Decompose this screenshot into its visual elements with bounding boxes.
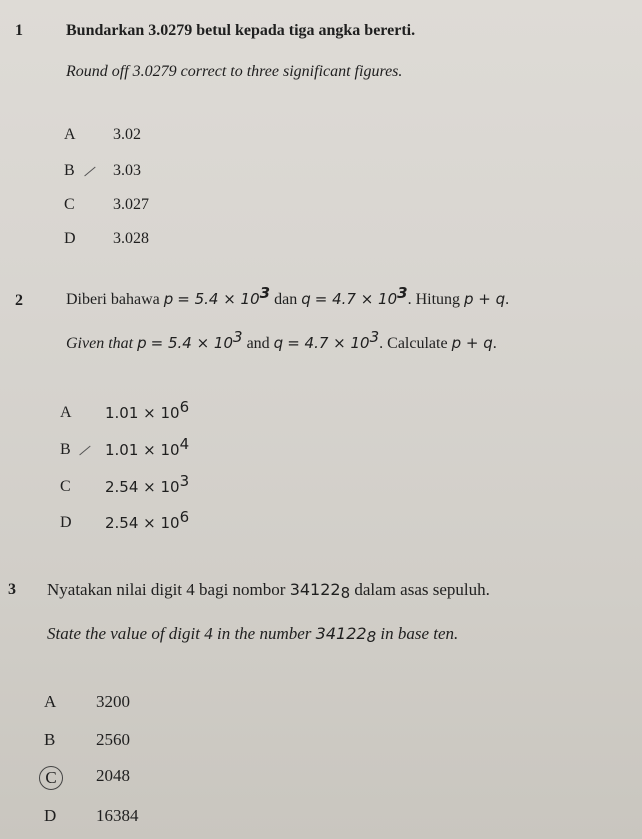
option-letter[interactable]: B [64,162,75,179]
option-value: $2.54 \times 10^3$ [105,472,190,496]
option-value: 3.027 [113,196,149,213]
answer-circle[interactable]: C [39,766,63,790]
option-letter[interactable]: B [60,441,71,458]
option-value: 3200 [96,692,130,711]
option-value: 3.03 [113,162,141,179]
option-value: 3.028 [113,230,149,247]
option-letter[interactable]: D [60,514,72,531]
option-value: $2.54 \times 10^6$ [105,508,190,532]
question-number: 2 [15,292,23,309]
option-letter[interactable]: C [60,478,71,495]
question-text-english: Round off 3.0279 correct to three significant figures. [66,63,403,80]
pen-mark [84,167,95,177]
option-letter[interactable]: D [44,806,57,825]
option-letter[interactable]: B [44,730,56,749]
option-letter[interactable]: A [60,404,72,421]
option-letter[interactable]: A [44,692,57,711]
question-text-malay: Diberi bahawa $p = 5.4 \times 10^3$ dan $q = 4.7 \times 10^3$. Hitung p + q. [66,284,510,308]
option-value: 2560 [96,730,130,749]
question-text-english: State the value of digit 4 in the number $34122_8$ in base ten. [47,624,459,646]
option-letter-circled[interactable] [44,766,63,790]
option-letter[interactable]: D [64,230,76,247]
pen-mark [79,446,90,456]
question-text-english: Given that $p = 5.4 \times 10^3$ and $q = 4.7 \times 10^3$. Calculate p + q. [66,328,497,352]
question-number: 1 [15,22,23,39]
option-letter[interactable]: C [64,196,75,213]
question-number: 3 [8,581,16,598]
option-value: 16384 [96,806,139,825]
question-text-malay: Nyatakan nilai digit 4 bagi nombor $34122_8$ dalam asas sepuluh. [47,580,490,602]
option-value: 3.02 [113,126,141,143]
option-letter[interactable]: A [64,126,76,143]
option-value: 2048 [96,766,130,785]
option-value: $1.01 \times 10^6$ [105,398,190,422]
question-text-malay: Bundarkan 3.0279 betul kepada tiga angka bererti. [66,22,416,39]
option-value: $1.01 \times 10^4$ [105,435,190,459]
